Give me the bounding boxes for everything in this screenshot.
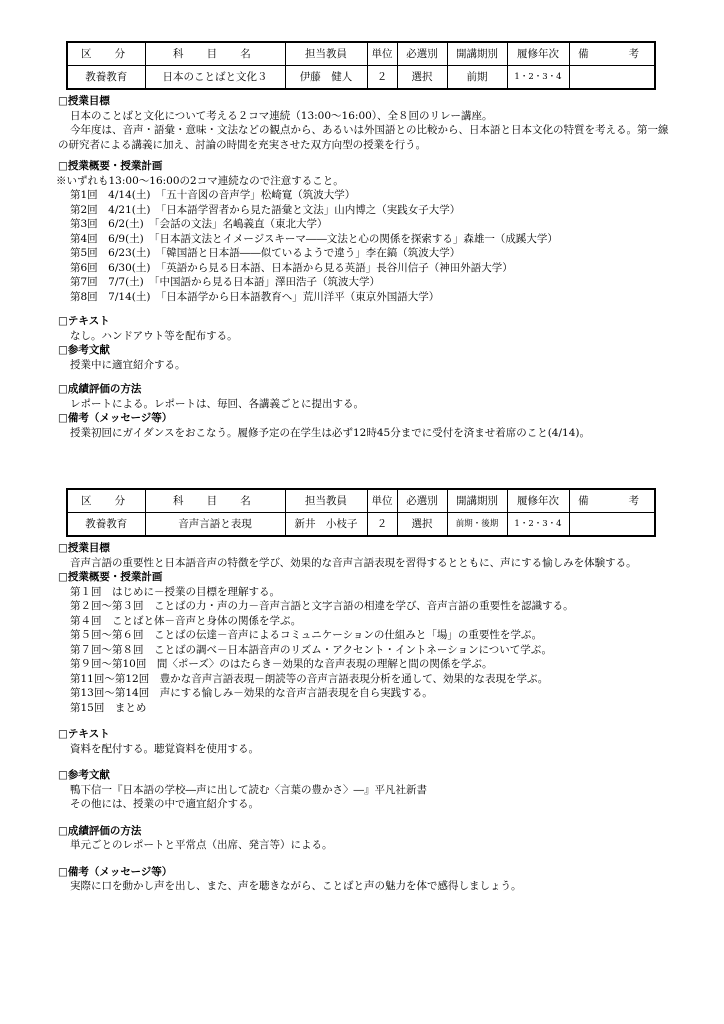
table-header-row — [67, 42, 655, 66]
header-year: 履修年次 — [507, 489, 569, 513]
header-term: 開講期別 — [447, 42, 507, 66]
cell-notes — [569, 513, 655, 537]
section-body: 資料を配付する。聴覚資料を使用する。 — [70, 742, 259, 755]
section-heading: □成績評価の方法 — [58, 383, 142, 395]
list-item: 第７回～第８回 ことばの調べ－日本語音声のリズム・アクセント・イントネーションについて学ぶ。 — [70, 643, 552, 656]
plan-note: ※いずれも13:00〜16:00の2コマ連続なので注意すること。 — [56, 174, 344, 187]
section-heading: □成績評価の方法 — [58, 824, 142, 837]
section-body: 授業初回にガイダンスをおこなう。履修予定の在学生は必ず12時45分までに受付を済ませ着席のこと(4/14)。 — [70, 426, 590, 439]
list-item: 第1回 4/14(土) 「五十音図の音声学」松崎寛（筑波大学） — [70, 189, 356, 201]
list-item: 第13回～第14回 声にする愉しみ－効果的な音声言語表現を自ら実践する。 — [70, 687, 433, 699]
header-teacher: 担当教員 — [285, 489, 367, 513]
cell-teacher: 伊藤 健人 — [285, 66, 367, 90]
section-body: 鴨下信一『日本語の学校―声に出して読む〈言葉の豊かさ〉―』平凡社新書 — [70, 783, 427, 796]
section-heading: □参考文献 — [58, 769, 110, 781]
goal-line: 日本のことばと文化について考える２コマ連続（13:00〜16:00）、全８回のリレー講座。 — [70, 109, 493, 122]
course1-details — [58, 94, 678, 440]
section-heading: □テキスト — [58, 728, 110, 740]
cell-category: 教養教育 — [67, 513, 145, 537]
cell-term: 前期・後期 — [447, 513, 507, 537]
course2-details — [58, 541, 678, 894]
list-item: 第2回 4/21(土) 「日本語学習者から見た語彙と文法」山内博之（実践女子大学） — [70, 203, 461, 216]
header-notes: 備 考 — [569, 489, 655, 513]
table-header-row — [67, 489, 655, 513]
course2-info-table — [66, 488, 656, 537]
list-item: 第２回～第３回 ことばの力・声の力－音声言語と文字言語の相違を学び、音声言語の重要性を認識する。 — [70, 600, 574, 612]
cell-subject: 日本のことばと文化３ — [145, 66, 285, 90]
cell-credits: ２ — [367, 513, 397, 537]
section-heading: □授業目標 — [58, 542, 110, 554]
list-item: 第8回 7/14(土) 「日本語学から日本語教育へ」荒川洋平（東京外国語大学） — [70, 290, 440, 303]
section-body: 実際に口を動かし声を出し、また、声を聴きながら、ことばと声の魅力を体で感得しましょう。 — [70, 880, 522, 892]
cell-year: 1・2・3・4 — [507, 66, 569, 90]
header-required: 必選別 — [397, 42, 447, 66]
section-body: その他には、授業の中で適宜紹介する。 — [70, 798, 259, 810]
section-heading: □テキスト — [58, 315, 110, 327]
header-category: 区 分 — [67, 489, 145, 513]
cell-term: 前期 — [447, 66, 507, 90]
section-body: 音声言語の重要性と日本語音声の特徴を学び、効果的な音声言語表現を習得するとともに、声にする愉しみを体験する。 — [70, 556, 637, 569]
cell-year: 1・2・3・4 — [507, 513, 569, 537]
list-item: 第１回 はじめに－授業の目標を理解する。 — [70, 585, 280, 598]
list-item: 第7回 7/7(土) 「中国語から見る日本語」澤田浩子（筑波大学） — [70, 276, 381, 288]
header-subject: 科 目 名 — [145, 42, 285, 66]
list-item: 第5回 6/23(土) 「韓国語と日本語――似ているようで違う」李在鎬（筑波大学） — [70, 247, 461, 259]
table-row — [67, 66, 655, 90]
list-item: 第15回 まとめ — [70, 701, 147, 714]
section-body: なし。ハンドアウト等を配布する。 — [70, 329, 238, 342]
header-notes: 備 考 — [569, 42, 655, 66]
section-body: レポートによる。レポートは、毎回、各講義ごとに提出する。 — [70, 397, 364, 410]
cell-subject: 音声言語と表現 — [145, 513, 285, 537]
list-item: 第５回～第６回 ことばの伝達－音声によるコミュニケーションの仕組みと「場」の重要性を学ぶ。 — [70, 629, 543, 641]
header-required: 必選別 — [397, 489, 447, 513]
list-item: 第4回 6/9(土) 「日本語文法とイメージスキーマ――文法と心の関係を探索する」森雄一（成蹊大学） — [70, 232, 558, 245]
list-item: 第3回 6/2(土) 「会話の文法」名嶋義直（東北大学） — [70, 218, 328, 230]
cell-required: 選択 — [397, 513, 447, 537]
section-body: 授業中に適宜紹介する。 — [70, 358, 186, 371]
table-row — [67, 513, 655, 537]
section-heading: □授業概要・授業計画 — [58, 571, 163, 583]
header-year: 履修年次 — [507, 42, 569, 66]
list-item: 第４回 ことばと体－音声と身体の関係を学ぶ。 — [70, 614, 302, 627]
cell-category: 教養教育 — [67, 66, 145, 90]
section-heading: □備考（メッセージ等） — [58, 412, 173, 424]
cell-required: 選択 — [397, 66, 447, 90]
course1-info-table — [66, 41, 656, 90]
header-category: 区 分 — [67, 42, 145, 66]
section-heading: □授業概要・授業計画 — [58, 160, 163, 172]
section-heading: □参考文献 — [58, 344, 110, 356]
goal-line: 今年度は、音声・語彙・意味・文法などの観点から、あるいは外国語との比較から、日本語と日本文化の特質を考える。第一線の研究者による講義に加え、討論の時間を充実させた双方向型の授業を行う。 — [58, 124, 669, 151]
cell-teacher: 新井 小枝子 — [285, 513, 367, 537]
cell-credits: ２ — [367, 66, 397, 90]
cell-notes — [569, 66, 655, 90]
section-heading: □備考（メッセージ等） — [58, 865, 173, 878]
header-credits: 単位 — [367, 489, 397, 513]
header-subject: 科 目 名 — [145, 489, 285, 513]
header-term: 開講期別 — [447, 489, 507, 513]
list-item: 第９回～第10回 間〈ポーズ〉のはたらき－効果的な音声表現の理解と間の関係を学ぶ。 — [70, 658, 493, 670]
list-item: 第6回 6/30(土) 「英語から見る日本語、日本語から見る英語」長谷川信子（神田外語大学） — [70, 261, 513, 274]
header-teacher: 担当教員 — [285, 42, 367, 66]
list-item: 第11回～第12回 豊かな音声言語表現－朗読等の音声言語表現分析を通して、効果的な表現を学ぶ。 — [70, 672, 549, 685]
section-heading: □授業目標 — [58, 95, 110, 107]
header-credits: 単位 — [367, 42, 397, 66]
section-body: 単元ごとのレポートと平常点（出席、発言等）による。 — [70, 839, 333, 851]
